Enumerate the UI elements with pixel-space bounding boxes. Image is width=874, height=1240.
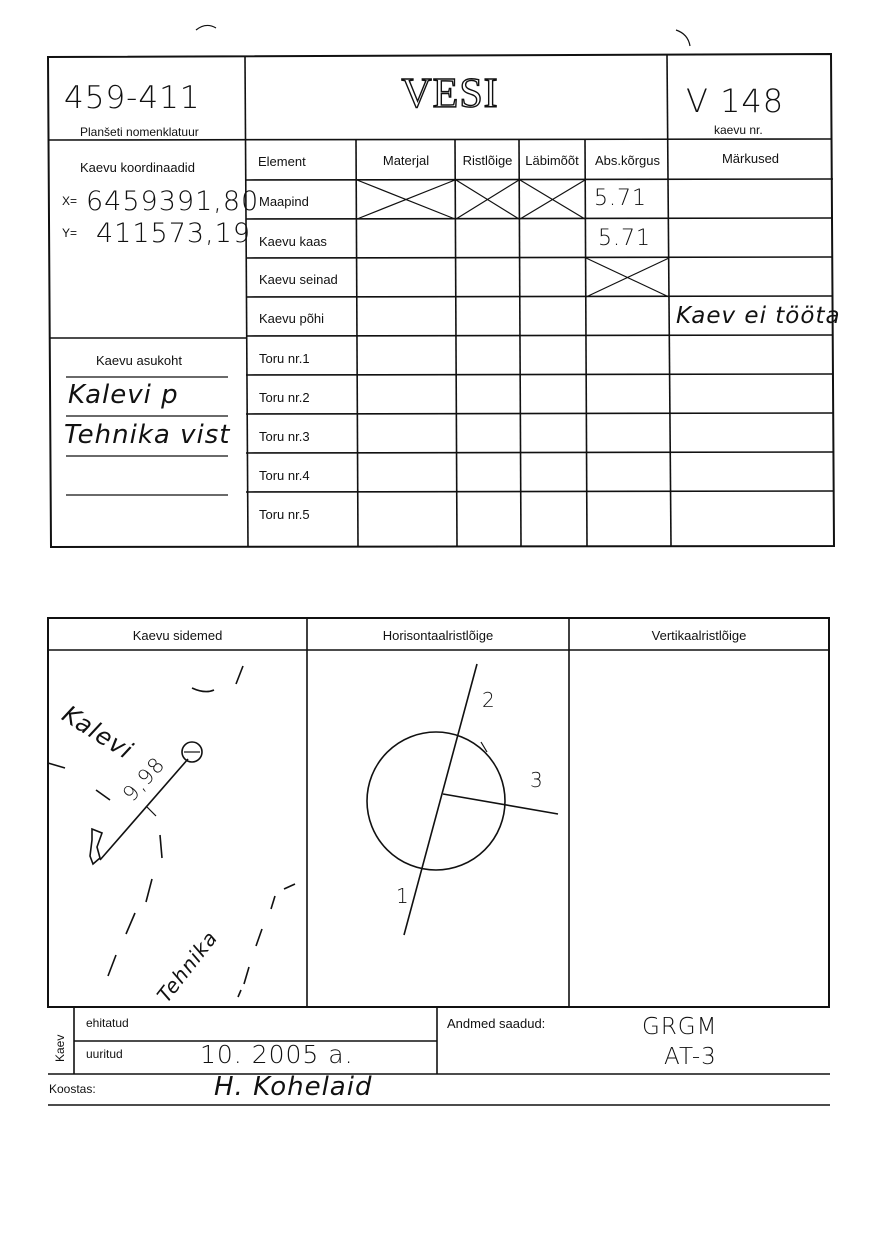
author-value: H. Kohelaid <box>214 1072 373 1102</box>
sheet-number: 459-411 <box>64 80 201 116</box>
surveyed-value: 10. 2005 a. <box>200 1040 354 1069</box>
source-value-2: AT-3 <box>664 1044 717 1070</box>
coordinates-label: Kaevu koordinaadid <box>80 160 195 175</box>
row-label-toru-2: Toru nr.2 <box>259 390 310 405</box>
row-label-kaevu-pohi: Kaevu põhi <box>259 311 325 326</box>
surveyed-label: uuritud <box>86 1047 123 1061</box>
author-label: Koostas: <box>49 1082 96 1096</box>
col-header-material: Materjal <box>382 153 430 168</box>
row-label-toru-5: Toru nr.5 <box>259 507 310 522</box>
location-line-1: Kalevi p <box>68 380 179 410</box>
panel-header-horizontal: Horisontaalristlõige <box>382 628 494 643</box>
abs-height-maapind: 5.71 <box>594 186 647 211</box>
panel-header-connections: Kaevu sidemed <box>132 628 223 643</box>
built-label: ehitatud <box>86 1016 129 1030</box>
panel-header-vertical: Vertikaalristlõige <box>651 628 747 643</box>
sketch-street-tehnika: Tehnika <box>152 925 223 1007</box>
x-coordinate: 6459391,80 <box>86 186 260 217</box>
pipe-label-2: 2 <box>482 688 496 712</box>
location-line-2: Tehnika vist <box>64 420 231 450</box>
col-header-diameter: Läbimõõt <box>525 153 579 168</box>
col-header-remarks: Märkused <box>721 151 780 166</box>
location-label: Kaevu asukoht <box>96 353 183 368</box>
remark-kaevu-pohi: Kaev ei tööta <box>676 303 841 329</box>
y-coordinate: 411573,19 <box>96 218 252 249</box>
x-prefix: X= <box>62 194 78 208</box>
sketch-distance: 9,98 <box>118 752 170 807</box>
pipe-label-1: 1 <box>396 884 410 908</box>
col-header-element: Element <box>258 154 306 169</box>
footer-side-label: Kaev <box>53 1034 67 1062</box>
pipe-label-3: 3 <box>530 768 544 792</box>
row-label-kaevu-kaas: Kaevu kaas <box>259 234 327 249</box>
document-title: VESI <box>401 71 499 117</box>
well-number: V 148 <box>686 82 785 120</box>
source-label: Andmed saadud: <box>447 1016 546 1031</box>
col-header-abs-height: Abs.kõrgus <box>594 153 661 168</box>
sheet-label: Planšeti nomenklatuur <box>80 125 199 139</box>
row-label-toru-4: Toru nr.4 <box>259 468 310 483</box>
source-value-1: GRGM <box>642 1014 718 1040</box>
row-label-kaevu-seinad: Kaevu seinad <box>259 272 338 287</box>
col-header-cross-section: Ristlõige <box>462 153 513 168</box>
y-prefix: Y= <box>62 226 78 240</box>
well-number-label: kaevu nr. <box>714 123 763 137</box>
sketch-street-kalevi: Kalevi <box>57 700 139 766</box>
row-label-toru-1: Toru nr.1 <box>259 351 310 366</box>
row-label-toru-3: Toru nr.3 <box>259 429 310 444</box>
abs-height-kaevu-kaas: 5.71 <box>598 226 651 251</box>
row-label-maapind: Maapind <box>259 194 309 209</box>
